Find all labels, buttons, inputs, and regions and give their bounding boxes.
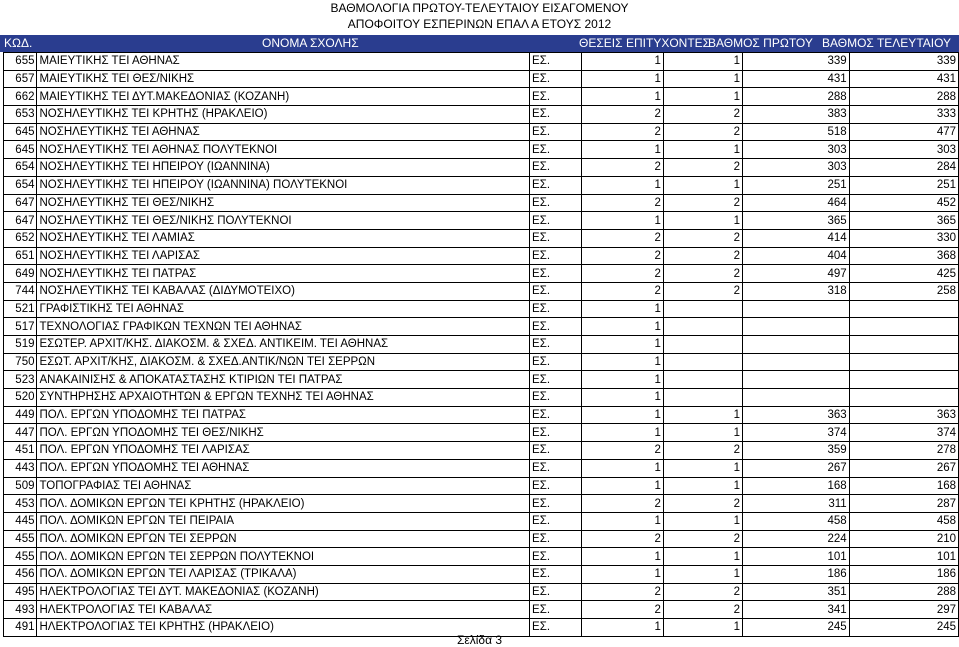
- cell-cat: ΕΣ.: [530, 300, 582, 318]
- table-row: [4, 495, 959, 513]
- cell-name: ΝΟΣΗΛΕΥΤΙΚΗΣ ΤΕΙ ΑΘΗΝΑΣ ΠΟΛΥΤΕΚΝΟΙ: [37, 141, 530, 159]
- cell-cat: ΕΣ.: [530, 477, 582, 495]
- cell-last: 458: [849, 512, 958, 530]
- cell-last: 245: [849, 619, 958, 637]
- cell-last: [849, 353, 958, 371]
- cell-succ: 2: [663, 442, 742, 460]
- cell-succ: 1: [663, 548, 742, 566]
- table-row: [4, 106, 959, 124]
- table-row: [4, 70, 959, 88]
- cell-seats: 1: [582, 176, 664, 194]
- cell-first: 431: [743, 70, 850, 88]
- cell-cat: ΕΣ.: [530, 353, 582, 371]
- cell-last: 251: [849, 176, 958, 194]
- cell-seats: 2: [582, 123, 664, 141]
- cell-seats: 1: [582, 300, 664, 318]
- table-row: [4, 123, 959, 141]
- cell-first: 303: [743, 141, 850, 159]
- cell-cat: ΕΣ.: [530, 565, 582, 583]
- cell-first: [743, 300, 850, 318]
- header-name: ΟΝΟΜΑ ΣΧΟΛΗΣ: [262, 36, 359, 50]
- cell-name: ΓΡΑΦΙΣΤΙΚΗΣ ΤΕΙ ΑΘΗΝΑΣ: [37, 300, 530, 318]
- cell-name: ΝΟΣΗΛΕΥΤΙΚΗΣ ΤΕΙ ΑΘΗΝΑΣ: [37, 123, 530, 141]
- cell-first: 101: [743, 548, 850, 566]
- cell-first: [743, 353, 850, 371]
- cell-cat: ΕΣ.: [530, 619, 582, 637]
- cell-succ: [663, 318, 742, 336]
- cell-first: 186: [743, 565, 850, 583]
- cell-name: ΠΟΛ. ΔΟΜΙΚΩΝ ΕΡΓΩΝ ΤΕΙ ΠΕΙΡΑΙΑ: [37, 512, 530, 530]
- cell-code: 654: [4, 159, 37, 177]
- cell-succ: 2: [663, 159, 742, 177]
- cell-first: 374: [743, 424, 850, 442]
- cell-code: 652: [4, 229, 37, 247]
- cell-seats: 2: [582, 194, 664, 212]
- cell-code: 509: [4, 477, 37, 495]
- cell-name: ΠΟΛ. ΔΟΜΙΚΩΝ ΕΡΓΩΝ ΤΕΙ ΚΡΗΤΗΣ (ΗΡΑΚΛΕΙΟ): [37, 495, 530, 513]
- cell-cat: ΕΣ.: [530, 159, 582, 177]
- cell-last: 287: [849, 495, 958, 513]
- table-row: [4, 265, 959, 283]
- cell-code: 451: [4, 442, 37, 460]
- cell-succ: 2: [663, 495, 742, 513]
- cell-cat: ΕΣ.: [530, 371, 582, 389]
- cell-cat: ΕΣ.: [530, 53, 582, 71]
- cell-last: 333: [849, 106, 958, 124]
- cell-cat: ΕΣ.: [530, 406, 582, 424]
- cell-first: 339: [743, 53, 850, 71]
- cell-name: ΝΟΣΗΛΕΥΤΙΚΗΣ ΤΕΙ ΘΕΣ/ΝΙΚΗΣ ΠΟΛΥΤΕΚΝΟΙ: [37, 212, 530, 230]
- cell-seats: 2: [582, 229, 664, 247]
- cell-first: 464: [743, 194, 850, 212]
- cell-first: 383: [743, 106, 850, 124]
- cell-succ: 2: [663, 229, 742, 247]
- header-code: ΚΩΔ.: [4, 36, 33, 50]
- cell-seats: 1: [582, 141, 664, 159]
- cell-code: 519: [4, 336, 37, 354]
- cell-seats: 1: [582, 353, 664, 371]
- cell-cat: ΕΣ.: [530, 424, 582, 442]
- cell-last: 368: [849, 247, 958, 265]
- header-successful: ΕΠΙΤΥΧΟΝΤΕΣ: [626, 36, 711, 50]
- cell-succ: 1: [663, 406, 742, 424]
- cell-code: 647: [4, 194, 37, 212]
- cell-code: 654: [4, 176, 37, 194]
- cell-seats: 2: [582, 282, 664, 300]
- cell-name: ΣΥΝΤΗΡΗΣΗΣ ΑΡΧΑΙΟΤΗΤΩΝ & ΕΡΓΩΝ ΤΕΧΝΗΣ ΤΕΙ ΑΘΗΝΑΣ: [37, 389, 530, 407]
- cell-code: 651: [4, 247, 37, 265]
- cell-name: ΠΟΛ. ΔΟΜΙΚΩΝ ΕΡΓΩΝ ΤΕΙ ΛΑΡΙΣΑΣ (ΤΡΙΚΑΛΑ): [37, 565, 530, 583]
- cell-cat: ΕΣ.: [530, 123, 582, 141]
- cell-succ: 1: [663, 424, 742, 442]
- cell-first: 458: [743, 512, 850, 530]
- cell-name: ΑΝΑΚΑΙΝΙΣΗΣ & ΑΠΟΚΑΤΑΣΤΑΣΗΣ ΚΤΙΡΙΩΝ ΤΕΙ ΠΑΤΡΑΣ: [37, 371, 530, 389]
- cell-succ: [663, 336, 742, 354]
- cell-first: 267: [743, 459, 850, 477]
- cell-code: 744: [4, 282, 37, 300]
- cell-succ: 2: [663, 530, 742, 548]
- cell-name: ΝΟΣΗΛΕΥΤΙΚΗΣ ΤΕΙ ΗΠΕΙΡΟΥ (ΙΩΑΝΝΙΝΑ): [37, 159, 530, 177]
- cell-succ: [663, 371, 742, 389]
- cell-cat: ΕΣ.: [530, 176, 582, 194]
- cell-cat: ΕΣ.: [530, 583, 582, 601]
- cell-code: 445: [4, 512, 37, 530]
- cell-succ: 1: [663, 512, 742, 530]
- cell-name: ΜΑΙΕΥΤΙΚΗΣ ΤΕΙ ΔΥΤ.ΜΑΚΕΔΟΝΙΑΣ (ΚΟΖΑΝΗ): [37, 88, 530, 106]
- cell-seats: 2: [582, 583, 664, 601]
- cell-succ: 2: [663, 123, 742, 141]
- cell-name: ΠΟΛ. ΕΡΓΩΝ ΥΠΟΔΟΜΗΣ ΤΕΙ ΑΘΗΝΑΣ: [37, 459, 530, 477]
- cell-last: 288: [849, 88, 958, 106]
- cell-last: 258: [849, 282, 958, 300]
- table-row: [4, 512, 959, 530]
- cell-name: ΜΑΙΕΥΤΙΚΗΣ ΤΕΙ ΘΕΣ/ΝΙΚΗΣ: [37, 70, 530, 88]
- cell-code: 520: [4, 389, 37, 407]
- cell-seats: 1: [582, 512, 664, 530]
- cell-first: 414: [743, 229, 850, 247]
- header-seats: ΘΕΣΕΙΣ: [579, 36, 623, 50]
- table-row: [4, 194, 959, 212]
- cell-cat: ΕΣ.: [530, 601, 582, 619]
- cell-last: [849, 336, 958, 354]
- table-row: [4, 477, 959, 495]
- cell-first: [743, 336, 850, 354]
- cell-name: ΠΟΛ. ΕΡΓΩΝ ΥΠΟΔΟΜΗΣ ΤΕΙ ΘΕΣ/ΝΙΚΗΣ: [37, 424, 530, 442]
- cell-succ: 1: [663, 88, 742, 106]
- cell-succ: 2: [663, 106, 742, 124]
- table-row: [4, 88, 959, 106]
- cell-cat: ΕΣ.: [530, 265, 582, 283]
- cell-cat: ΕΣ.: [530, 336, 582, 354]
- cell-cat: ΕΣ.: [530, 459, 582, 477]
- cell-seats: 2: [582, 247, 664, 265]
- cell-cat: ΕΣ.: [530, 194, 582, 212]
- cell-cat: ΕΣ.: [530, 495, 582, 513]
- cell-last: 168: [849, 477, 958, 495]
- cell-seats: 2: [582, 601, 664, 619]
- cell-succ: [663, 300, 742, 318]
- cell-cat: ΕΣ.: [530, 530, 582, 548]
- cell-first: 224: [743, 530, 850, 548]
- cell-code: 447: [4, 424, 37, 442]
- cell-cat: ΕΣ.: [530, 442, 582, 460]
- cell-succ: 1: [663, 70, 742, 88]
- cell-name: ΤΟΠΟΓΡΑΦΙΑΣ ΤΕΙ ΑΘΗΝΑΣ: [37, 477, 530, 495]
- cell-seats: 2: [582, 530, 664, 548]
- cell-succ: 1: [663, 477, 742, 495]
- table-row: [4, 424, 959, 442]
- cell-code: 517: [4, 318, 37, 336]
- cell-last: 339: [849, 53, 958, 71]
- cell-first: [743, 318, 850, 336]
- cell-code: 455: [4, 530, 37, 548]
- table-row: [4, 159, 959, 177]
- table-row: [4, 548, 959, 566]
- cell-last: 431: [849, 70, 958, 88]
- cell-seats: 1: [582, 88, 664, 106]
- header-first: ΒΑΘΜΟΣ ΠΡΩΤΟΥ: [708, 36, 813, 50]
- cell-name: ΗΛΕΚΤΡΟΛΟΓΙΑΣ ΤΕΙ ΚΑΒΑΛΑΣ: [37, 601, 530, 619]
- cell-last: 267: [849, 459, 958, 477]
- cell-code: 653: [4, 106, 37, 124]
- table-row: [4, 442, 959, 460]
- cell-last: 365: [849, 212, 958, 230]
- cell-seats: 1: [582, 70, 664, 88]
- cell-first: 363: [743, 406, 850, 424]
- cell-code: 453: [4, 495, 37, 513]
- table-header: [0, 35, 959, 52]
- cell-cat: ΕΣ.: [530, 106, 582, 124]
- cell-last: 425: [849, 265, 958, 283]
- cell-seats: 2: [582, 495, 664, 513]
- cell-last: [849, 300, 958, 318]
- cell-seats: 1: [582, 336, 664, 354]
- cell-code: 495: [4, 583, 37, 601]
- table-row: [4, 300, 959, 318]
- table-row: [4, 176, 959, 194]
- cell-code: 521: [4, 300, 37, 318]
- cell-last: 288: [849, 583, 958, 601]
- cell-name: ΝΟΣΗΛΕΥΤΙΚΗΣ ΤΕΙ ΚΑΒΑΛΑΣ (ΔΙΔΥΜΟΤΕΙΧΟ): [37, 282, 530, 300]
- cell-seats: 1: [582, 212, 664, 230]
- cell-seats: 2: [582, 442, 664, 460]
- cell-seats: 2: [582, 106, 664, 124]
- cell-first: 245: [743, 619, 850, 637]
- cell-first: 311: [743, 495, 850, 513]
- cell-first: [743, 389, 850, 407]
- table-row: [4, 389, 959, 407]
- cell-name: ΗΛΕΚΤΡΟΛΟΓΙΑΣ ΤΕΙ ΔΥΤ. ΜΑΚΕΔΟΝΙΑΣ (ΚΟΖΑΝΗ): [37, 583, 530, 601]
- cell-first: 518: [743, 123, 850, 141]
- cell-code: 493: [4, 601, 37, 619]
- table-row: [4, 371, 959, 389]
- cell-seats: 1: [582, 619, 664, 637]
- cell-first: 359: [743, 442, 850, 460]
- cell-name: ΠΟΛ. ΔΟΜΙΚΩΝ ΕΡΓΩΝ ΤΕΙ ΣΕΡΡΩΝ: [37, 530, 530, 548]
- cell-cat: ΕΣ.: [530, 141, 582, 159]
- cell-first: 404: [743, 247, 850, 265]
- cell-succ: 1: [663, 212, 742, 230]
- cell-last: [849, 318, 958, 336]
- cell-last: 186: [849, 565, 958, 583]
- cell-succ: 1: [663, 619, 742, 637]
- cell-code: 750: [4, 353, 37, 371]
- cell-seats: 1: [582, 459, 664, 477]
- cell-last: [849, 371, 958, 389]
- cell-cat: ΕΣ.: [530, 318, 582, 336]
- cell-code: 456: [4, 565, 37, 583]
- cell-name: ΕΣΩΤΕΡ. ΑΡΧΙΤ/ΚΗΣ. ΔΙΑΚΟΣΜ. & ΣΧΕΔ. ΑΝΤΙΚΕΙΜ. ΤΕΙ ΑΘΗΝΑΣ: [37, 336, 530, 354]
- cell-name: ΤΕΧΝΟΛΟΓΙΑΣ ΓΡΑΦΙΚΩΝ ΤΕΧΝΩΝ ΤΕΙ ΑΘΗΝΑΣ: [37, 318, 530, 336]
- cell-code: 647: [4, 212, 37, 230]
- cell-name: ΝΟΣΗΛΕΥΤΙΚΗΣ ΤΕΙ ΘΕΣ/ΝΙΚΗΣ: [37, 194, 530, 212]
- cell-cat: ΕΣ.: [530, 389, 582, 407]
- table-row: [4, 212, 959, 230]
- cell-seats: 1: [582, 548, 664, 566]
- cell-first: [743, 371, 850, 389]
- cell-first: 365: [743, 212, 850, 230]
- cell-code: 662: [4, 88, 37, 106]
- cell-cat: ΕΣ.: [530, 247, 582, 265]
- page-number: Σελίδα 3: [456, 633, 503, 647]
- cell-last: 363: [849, 406, 958, 424]
- cell-succ: 2: [663, 265, 742, 283]
- cell-cat: ΕΣ.: [530, 229, 582, 247]
- cell-name: ΠΟΛ. ΔΟΜΙΚΩΝ ΕΡΓΩΝ ΤΕΙ ΣΕΡΡΩΝ ΠΟΛΥΤΕΚΝΟΙ: [37, 548, 530, 566]
- cell-first: 497: [743, 265, 850, 283]
- table-row: [4, 406, 959, 424]
- table-row: [4, 565, 959, 583]
- cell-code: 655: [4, 53, 37, 71]
- cell-succ: 2: [663, 247, 742, 265]
- cell-succ: 2: [663, 194, 742, 212]
- cell-succ: 1: [663, 459, 742, 477]
- cell-succ: 1: [663, 565, 742, 583]
- cell-last: 330: [849, 229, 958, 247]
- cell-succ: 1: [663, 141, 742, 159]
- header-last: ΒΑΘΜΟΣ ΤΕΛΕΥΤΑΙΟΥ: [822, 36, 952, 50]
- cell-name: ΝΟΣΗΛΕΥΤΙΚΗΣ ΤΕΙ ΠΑΤΡΑΣ: [37, 265, 530, 283]
- table-row: [4, 53, 959, 71]
- cell-name: ΕΣΩΤ. ΑΡΧΙΤ/ΚΗΣ, ΔΙΑΚΟΣΜ. & ΣΧΕΔ.ΑΝΤΙΚ/ΝΩΝ ΤΕΙ ΣΕΡΡΩΝ: [37, 353, 530, 371]
- table-row: [4, 318, 959, 336]
- table-row: [4, 583, 959, 601]
- cell-succ: [663, 353, 742, 371]
- cell-code: 491: [4, 619, 37, 637]
- cell-cat: ΕΣ.: [530, 548, 582, 566]
- cell-code: 523: [4, 371, 37, 389]
- table-row: [4, 601, 959, 619]
- cell-cat: ΕΣ.: [530, 282, 582, 300]
- cell-code: 449: [4, 406, 37, 424]
- cell-seats: 1: [582, 424, 664, 442]
- cell-name: ΠΟΛ. ΕΡΓΩΝ ΥΠΟΔΟΜΗΣ ΤΕΙ ΛΑΡΙΣΑΣ: [37, 442, 530, 460]
- cell-code: 657: [4, 70, 37, 88]
- cell-code: 645: [4, 141, 37, 159]
- table-row: [4, 141, 959, 159]
- document-title: ΒΑΘΜΟΛΟΓΙΑ ΠΡΩΤΟΥ-ΤΕΛΕΥΤΑΙΟΥ ΕΙΣΑΓΟΜΕΝΟΥ: [330, 1, 629, 15]
- cell-first: 303: [743, 159, 850, 177]
- cell-succ: 2: [663, 282, 742, 300]
- cell-seats: 2: [582, 265, 664, 283]
- cell-name: ΝΟΣΗΛΕΥΤΙΚΗΣ ΤΕΙ ΛΑΜΙΑΣ: [37, 229, 530, 247]
- cell-cat: ΕΣ.: [530, 88, 582, 106]
- cell-cat: ΕΣ.: [530, 212, 582, 230]
- cell-last: 297: [849, 601, 958, 619]
- cell-seats: 1: [582, 389, 664, 407]
- cell-name: ΗΛΕΚΤΡΟΛΟΓΙΑΣ ΤΕΙ ΚΡΗΤΗΣ (ΗΡΑΚΛΕΙΟ): [37, 619, 530, 637]
- cell-last: 477: [849, 123, 958, 141]
- cell-cat: ΕΣ.: [530, 512, 582, 530]
- cell-succ: 2: [663, 583, 742, 601]
- table-row: [4, 459, 959, 477]
- cell-first: 351: [743, 583, 850, 601]
- cell-first: 168: [743, 477, 850, 495]
- cell-last: 101: [849, 548, 958, 566]
- cell-last: 374: [849, 424, 958, 442]
- cell-last: [849, 389, 958, 407]
- cell-code: 649: [4, 265, 37, 283]
- cell-name: ΜΑΙΕΥΤΙΚΗΣ ΤΕΙ ΑΘΗΝΑΣ: [37, 53, 530, 71]
- cell-cat: ΕΣ.: [530, 70, 582, 88]
- cell-name: ΝΟΣΗΛΕΥΤΙΚΗΣ ΤΕΙ ΗΠΕΙΡΟΥ (ΙΩΑΝΝΙΝΑ) ΠΟΛΥΤΕΚΝΟΙ: [37, 176, 530, 194]
- cell-first: 251: [743, 176, 850, 194]
- cell-last: 303: [849, 141, 958, 159]
- cell-succ: [663, 389, 742, 407]
- table-row: [4, 336, 959, 354]
- cell-seats: 1: [582, 565, 664, 583]
- cell-succ: 2: [663, 601, 742, 619]
- document-subtitle: ΑΠΟΦΟΙΤΟΥ ΕΣΠΕΡΙΝΩΝ ΕΠΑΛ Α ΕΤΟΥΣ 2012: [347, 17, 612, 31]
- cell-seats: 1: [582, 406, 664, 424]
- cell-name: ΝΟΣΗΛΕΥΤΙΚΗΣ ΤΕΙ ΚΡΗΤΗΣ (ΗΡΑΚΛΕΙΟ): [37, 106, 530, 124]
- cell-seats: 1: [582, 371, 664, 389]
- cell-succ: 1: [663, 176, 742, 194]
- table-row: [4, 282, 959, 300]
- table-row: [4, 530, 959, 548]
- cell-first: 341: [743, 601, 850, 619]
- cell-last: 278: [849, 442, 958, 460]
- cell-seats: 1: [582, 318, 664, 336]
- cell-last: 210: [849, 530, 958, 548]
- cell-name: ΠΟΛ. ΕΡΓΩΝ ΥΠΟΔΟΜΗΣ ΤΕΙ ΠΑΤΡΑΣ: [37, 406, 530, 424]
- cell-code: 443: [4, 459, 37, 477]
- cell-last: 284: [849, 159, 958, 177]
- cell-code: 455: [4, 548, 37, 566]
- cell-first: 288: [743, 88, 850, 106]
- results-table: [3, 52, 959, 637]
- cell-name: ΝΟΣΗΛΕΥΤΙΚΗΣ ΤΕΙ ΛΑΡΙΣΑΣ: [37, 247, 530, 265]
- cell-code: 645: [4, 123, 37, 141]
- cell-last: 452: [849, 194, 958, 212]
- cell-first: 318: [743, 282, 850, 300]
- cell-seats: 1: [582, 53, 664, 71]
- cell-seats: 1: [582, 477, 664, 495]
- table-row: [4, 353, 959, 371]
- cell-succ: 1: [663, 53, 742, 71]
- table-row: [4, 247, 959, 265]
- table-row: [4, 229, 959, 247]
- cell-seats: 2: [582, 159, 664, 177]
